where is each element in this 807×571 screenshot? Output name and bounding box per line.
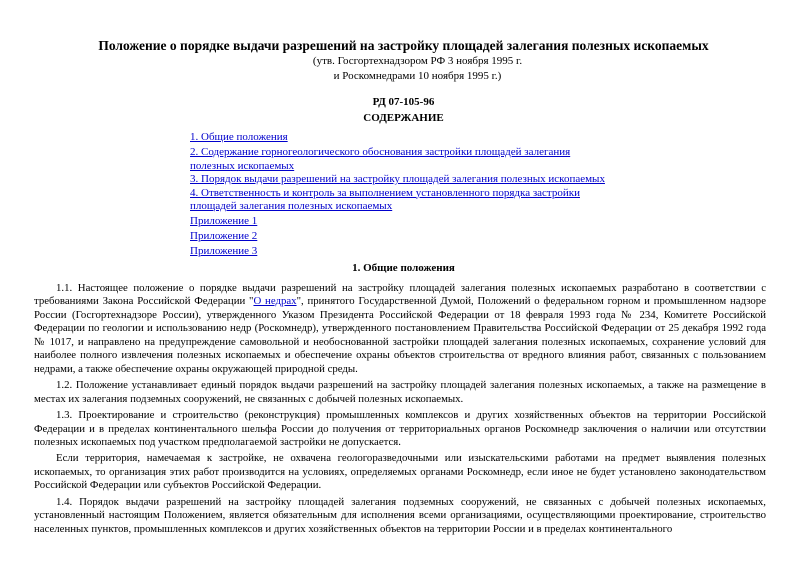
toc-link-responsibility-cont[interactable]: площадей залегания полезных ископаемых xyxy=(190,200,393,212)
toc-link-appendix-2[interactable]: Приложение 2 xyxy=(190,230,258,242)
paragraph-1-4: 1.4. Порядок выдачи разрешений на застройку площадей залегания подземных сооружений, не связанных с добычей полезных ископаемых, установленный настоящим Положением, является обязательным для исполнения всеми организациями, осуществляющими проектирование, строительство населенных пунктов, промышленных комплексов и других хозяйственных объектов на территории России и в пределах континентального xyxy=(34,495,766,535)
section-body xyxy=(34,282,766,539)
document-code: РД 07-105-96 xyxy=(372,96,435,108)
toc-link-appendix-3[interactable]: Приложение 3 xyxy=(190,245,258,257)
approval-line-2: и Роскомнедрами 10 ноября 1995 г.) xyxy=(333,70,502,82)
law-on-subsoil-link[interactable]: О недрах xyxy=(253,295,297,308)
toc-link-general-provisions[interactable]: 1. Общие положения xyxy=(190,131,288,143)
section-heading: 1. Общие положения xyxy=(352,262,455,274)
contents-heading: СОДЕРЖАНИЕ xyxy=(363,112,444,124)
approval-line-1: (утв. Госгортехнадзором РФ 3 ноября 1995 г. xyxy=(312,55,523,67)
paragraph-1-2: 1.2. Положение устанавливает единый порядок выдачи разрешений на застройку площадей залегания полезных ископаемых, а также на размещение в местах их залегания подземных сооружений, не связанных с добычей полезных ископаемых. xyxy=(34,379,766,405)
toc-link-geological-justification-cont[interactable]: полезных ископаемых xyxy=(190,159,295,172)
table-of-contents xyxy=(190,131,605,259)
document-title: Положение о порядке выдачи разрешений на застройку площадей залегания полезных ископаемых xyxy=(98,38,709,53)
paragraph-1-1: 1.1. Настоящее положение о порядке выдачи разрешений на застройку площадей залегания полезных ископаемых разработано в соответствии с требованиями Закона Российской Федерации "О недрах", принятого Государственной Думой, Положений о федеральном горном и промышленном надзоре России (Госгортехнадзоре России), утвержденного Указом Президента Российской Федерации от 18 февраля 1993 года № 234, Комитете Российской Федерации по геологии и использованию недр (Роскомнедр), утвержденного постановлением Правительства Российской Федерации от 25 декабря 1992 года № 1017, и направлено на предупреждение самовольной и необоснованной застройки площадей залегания полезных ископаемых, сохранение условий для наиболее полного извлечения полезных ископаемых и обеспечение охраны объектов строительства от вредного влияния работ, связанных с пользованием недрами, а также обеспечение охраны окружающей природной среды. xyxy=(34,282,766,375)
paragraph-1-3-cont: Если территория, намечаемая к застройке, не охвачена геологоразведочными или изыскательскими работами на предмет выявления полезных ископаемых, то организация этих работ производится на условиях, определяемых органами Роскомнедр, если иное не будет установлено законодательством Российской Федерации или субъектов Российской Федерации. xyxy=(34,452,766,492)
toc-link-permit-procedure[interactable]: 3. Порядок выдачи разрешений на застройку площадей залегания полезных ископаемых xyxy=(190,173,605,185)
paragraph-1-3: 1.3. Проектирование и строительство (реконструкция) промышленных комплексов и других хозяйственных объектов на территории Российской Федерации и в пределах континентального шельфа России до получения от территориальных органов Роскомнедр заключения о наличии или отсутствии полезных ископаемых под участком предполагаемой застройки не допускается. xyxy=(34,409,766,448)
toc-link-responsibility[interactable]: 4. Ответственность и контроль за выполнением установленного порядка застройки xyxy=(190,186,580,199)
toc-link-geological-justification[interactable]: 2. Содержание горногеологического обоснования застройки площадей залегания xyxy=(190,146,571,158)
toc-link-appendix-1[interactable]: Приложение 1 xyxy=(190,215,258,227)
